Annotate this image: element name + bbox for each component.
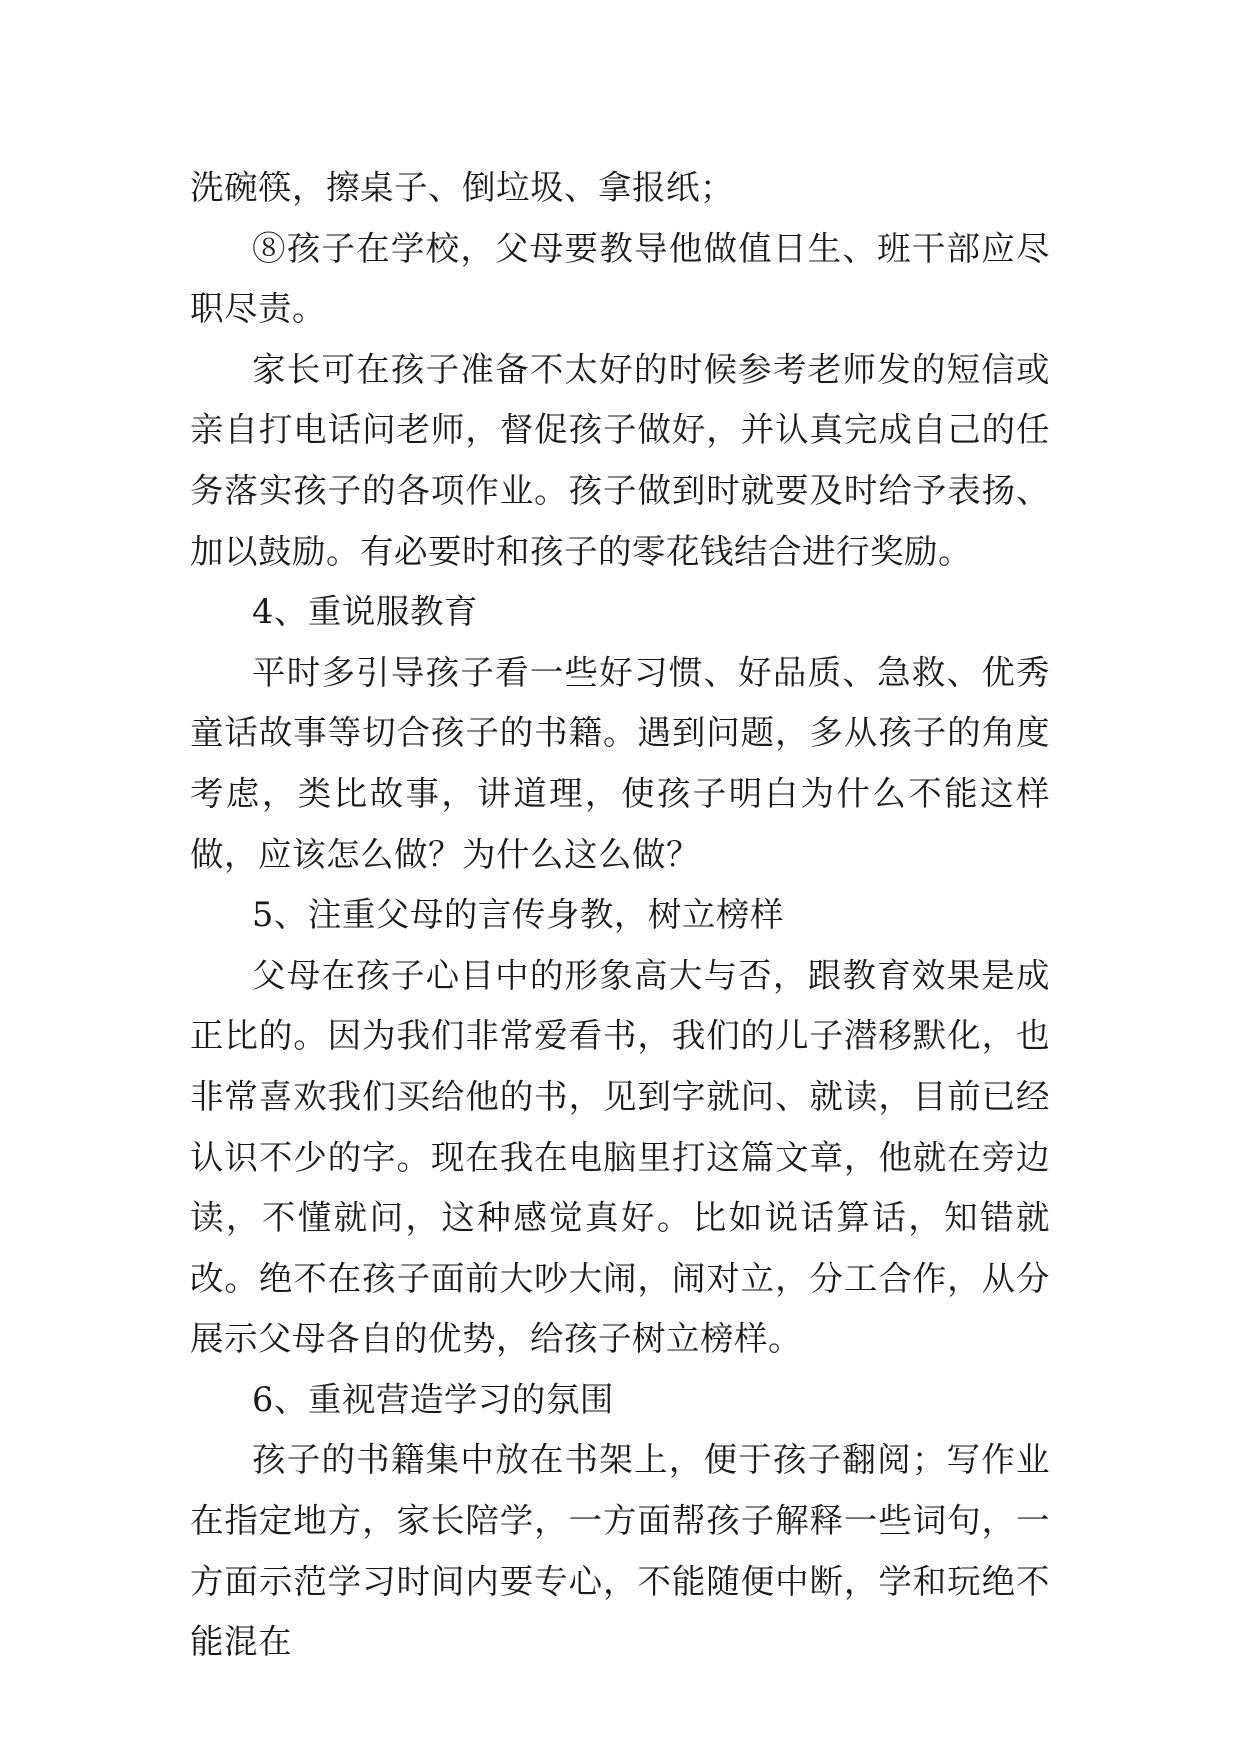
paragraph: 父母在孩子心目中的形象高大与否，跟教育效果是成正比的。因为我们非常爱看书，我们的儿子潜移默化，也非常喜欢我们买给他的书，见到字就问、就读，目前已经认识不少的字。现在我在电脑里打这篇文章，他就在旁边读，不懂就问，这种感觉真好。比如说话算话，知错就改。绝不在孩子面前大吵大闹，闹对立，分工合作，从分展示父母各自的优势，给孩子树立榜样。 — [190, 955, 1050, 1359]
section-heading: 5、注重父母的言传身教，树立榜样 — [252, 895, 784, 935]
paragraph: 洗碗筷，擦桌子、倒垃圾、拿报纸； — [190, 168, 734, 207]
paragraph: 平时多引导孩子看一些好习惯、好品质、急救、优秀童话故事等切合孩子的书籍。遇到问题，多从孩子的角度考虑，类比故事，讲道理，使孩子明白为什么不能这样做，应该怎么做？为什么这么做？ — [190, 652, 1050, 874]
paragraph: 孩子的书籍集中放在书架上，便于孩子翻阅；写作业在指定地方，家长陪学，一方面帮孩子解释一些词句，一方面示范学习时间内要专心，不能随便中断，学和玩绝不能混在 — [190, 1440, 1050, 1662]
section-heading: 6、重视营造学习的氛围 — [252, 1379, 614, 1419]
document-body — [190, 158, 1050, 1673]
paragraph: ⑧孩子在学校，父母要教导他做值日生、班干部应尽职尽责。 — [190, 228, 1050, 329]
section-heading: 4、重说服教育 — [252, 592, 478, 632]
paragraph: 家长可在孩子准备不太好的时候参考老师发的短信或亲自打电话问老师，督促孩子做好，并认真完成自己的任务落实孩子的各项作业。孩子做到时就要及时给予表扬、加以鼓励。有必要时和孩子的零花钱结合进行奖励。 — [190, 349, 1050, 571]
